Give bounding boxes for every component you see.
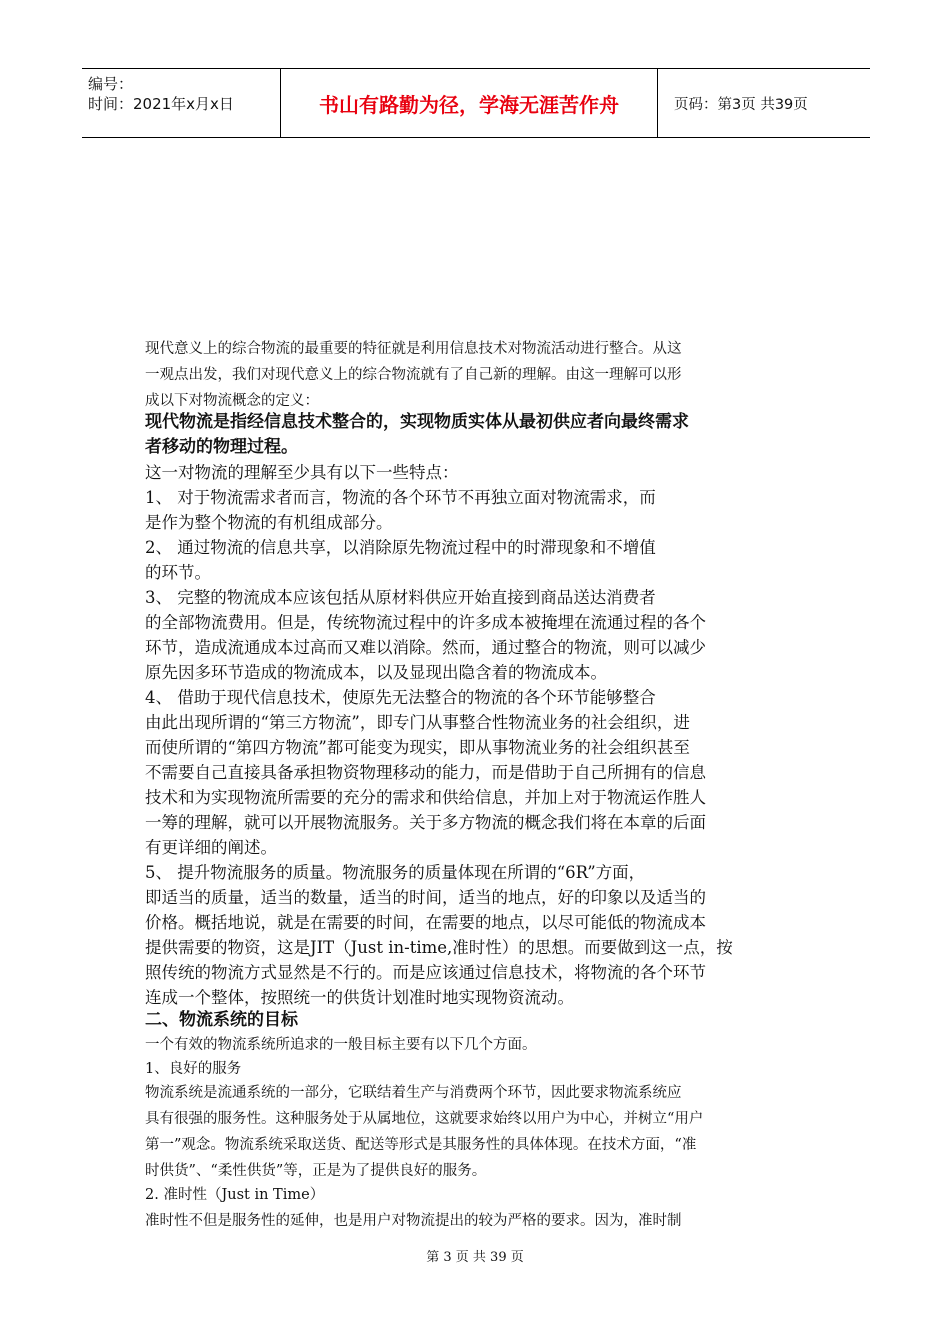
- item-5-line: 照传统的物流方式显然是不行的。而是应该通过信息技术，将物流的各个环节: [145, 963, 706, 982]
- subsection-line: 时供货”、“柔性供货”等，正是为了提供良好的服务。: [145, 1163, 487, 1179]
- item-2-line: 2、 通过物流的信息共享，以消除原先物流过程中的时滞现象和不增值: [145, 538, 656, 557]
- date-label: 时间：2021年x月x日: [88, 95, 234, 113]
- item-1-line: 1、 对于物流需求者而言，物流的各个环节不再独立面对物流需求，而: [145, 488, 656, 507]
- subsection-line: 物流系统是流通系统的一部分，它联结着生产与消费两个环节，因此要求物流系统应: [145, 1085, 682, 1101]
- section-intro: 一个有效的物流系统所追求的一般目标主要有以下几个方面。: [145, 1037, 537, 1053]
- header-meta: [82, 69, 281, 137]
- item-4-line: 一筹的理解，就可以开展物流服务。关于多方物流的概念我们将在本章的后面: [145, 813, 706, 832]
- number-label: 编号：: [88, 75, 134, 93]
- item-4-line: 由此出现所谓的“第三方物流”，即专门从事整合性物流业务的社会组织，进: [145, 713, 690, 732]
- page-footer: 第 3 页 共 39 页: [426, 1250, 524, 1265]
- item-3-line: 的全部物流费用。但是，传统物流过程中的许多成本被掩埋在流通过程的各个: [145, 613, 706, 632]
- subsection-heading: 1、良好的服务: [145, 1061, 242, 1077]
- header-motto: 书山有路勤为径，学海无涯苦作舟: [281, 69, 658, 137]
- subsection-line: 第一”观念。物流系统采取送货、配送等形式是其服务性的具体体现。在技术方面，“准: [145, 1137, 697, 1153]
- item-5-line: 价格。概括地说，就是在需要的时间，在需要的地点，以尽可能低的物流成本: [145, 913, 706, 932]
- header-page-info: 页码：第3页 共39页: [674, 96, 808, 113]
- definition-line: 现代物流是指经信息技术整合的，实现物质实体从最初供应者向最终需求: [145, 412, 689, 432]
- item-2-line: 的环节。: [145, 563, 211, 582]
- item-4-line: 技术和为实现物流所需要的充分的需求和供给信息，并加上对于物流运作胜人: [145, 788, 706, 807]
- subsection-line: 准时性不但是服务性的延伸，也是用户对物流提出的较为严格的要求。因为，准时制: [145, 1213, 682, 1229]
- item-5-line: 即适当的质量，适当的数量，适当的时间，适当的地点，好的印象以及适当的: [145, 888, 706, 907]
- item-5-line: 5、 提升物流服务的质量。物流服务的质量体现在所谓的“6R”方面，: [145, 863, 646, 882]
- item-3-line: 3、 完整的物流成本应该包括从原材料供应开始直接到商品送达消费者: [145, 588, 656, 607]
- subsection-heading: 2. 准时性（Just in Time）: [145, 1187, 325, 1203]
- item-4-line: 不需要自己直接具备承担物资物理移动的能力，而是借助于自己所拥有的信息: [145, 763, 706, 782]
- item-4-line: 而使所谓的“第四方物流”都可能变为现实，即从事物流业务的社会组织甚至: [145, 738, 690, 757]
- item-3-line: 原先因多环节造成的物流成本，以及显现出隐含着的物流成本。: [145, 663, 607, 682]
- features-intro: 这一对物流的理解至少具有以下一些特点：: [145, 463, 459, 482]
- item-5-line: 提供需要的物资，这是JIT（Just in-time,准时性）的思想。而要做到这一点，按: [145, 938, 733, 957]
- subsection-line: 具有很强的服务性。这种服务处于从属地位，这就要求始终以用户为中心，并树立“用户: [145, 1111, 704, 1127]
- intro-line: 现代意义上的综合物流的最重要的特征就是利用信息技术对物流活动进行整合。从这: [145, 341, 682, 357]
- section-heading: 二、物流系统的目标: [145, 1010, 298, 1030]
- page-header: [82, 68, 870, 138]
- item-4-line: 有更详细的阐述。: [145, 838, 277, 857]
- item-4-line: 4、 借助于现代信息技术，使原先无法整合的物流的各个环节能够整合: [145, 688, 656, 707]
- definition-line: 者移动的物理过程。: [145, 437, 298, 457]
- intro-line: 一观点出发，我们对现代意义上的综合物流就有了自己新的理解。由这一理解可以形: [145, 367, 682, 383]
- item-1-line: 是作为整个物流的有机组成部分。: [145, 513, 393, 532]
- item-3-line: 环节，造成流通成本过高而又难以消除。然而，通过整合的物流，则可以减少: [145, 638, 706, 657]
- intro-line: 成以下对物流概念的定义：: [145, 393, 319, 409]
- item-5-line: 连成一个整体，按照统一的供货计划准时地实现物资流动。: [145, 988, 574, 1007]
